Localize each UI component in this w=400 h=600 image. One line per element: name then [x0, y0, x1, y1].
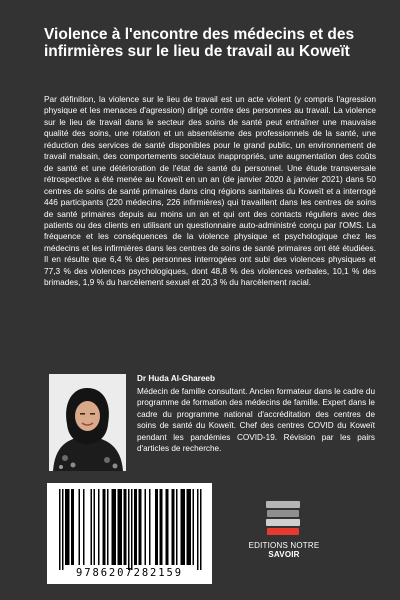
- barcode-bar: [172, 489, 174, 565]
- barcode-bar: [121, 489, 123, 565]
- barcode-bar: [160, 489, 162, 565]
- barcode-bar: [182, 489, 184, 565]
- barcode-bar: [167, 489, 169, 565]
- barcode-bar: [91, 489, 93, 565]
- barcode-bar: [128, 489, 130, 570]
- barcode-bar: [59, 489, 61, 570]
- barcode-bar: [131, 489, 133, 570]
- barcode-bar: [115, 489, 117, 565]
- barcode-bar: [136, 489, 138, 565]
- barcode-bar: [140, 489, 142, 565]
- barcode-bar: [166, 489, 168, 565]
- barcode-bar: [71, 489, 73, 565]
- barcode-bar: [79, 489, 81, 565]
- publisher-name: [232, 541, 336, 559]
- book-summary: Par définition, la violence sur le lieu de travail est un acte violent (y compris l'agression physique et les menaces d'agression) dirigé contre des personnes au travail. La violence sur le lieu de travail dans le secteur des soins de santé peut entraîner une mauvaise qualité des soins, une rotation et un absentéisme des professionnels de la santé, une réduction des services de santé disponibles pour le grand public, un environnement de travail malsain, des comportements sociétaux inappropriés, une augmentation des coûts de santé et une détérioration de l'état de santé du personnel. Une étude transversale rétrospective a été menée au Koweït en un an (de janvier 2020 à janvier 2021) dans 50 centres de soins de santé primaires dans cinq régions sanitaires du Koweït et a interrogé 446 participants (220 médecins, 226 infirmières) qui travaillent dans les centres de soins de santé primaires depuis au moins un an et qui ont des contacts réguliers avec des patients ou des clients en utilisant un questionnaire auto-administré conçu par l'OMS. La fréquence et les conséquences de la violence physique et psychologique chez les médecins et les infirmières dans les centres de soins de santé primaires ont été étudiées. Il en résulte que 6,4 % des personnes interrogées ont subi des violences physiques et 77,3 % des violences psychologiques, dont 48,8 % des violences verbales, 10,1 % des brimades, 1,9 % du harcèlement sexuel et 20,3 % du harcèlement racial.: [44, 94, 376, 288]
- isbn-number: 9786207282159: [76, 567, 183, 579]
- barcode-bar: [184, 489, 186, 565]
- barcode-bar: [197, 489, 199, 570]
- barcode-bar: [200, 489, 202, 570]
- barcode-bar: [113, 489, 115, 565]
- barcode-bar: [125, 489, 127, 565]
- isbn-barcode: [47, 483, 212, 584]
- barcode-bar: [98, 489, 100, 565]
- barcode-bar: [94, 489, 96, 565]
- barcode-bar: [187, 489, 189, 565]
- barcode-bar: [124, 489, 126, 565]
- barcode-bar: [119, 489, 121, 565]
- barcode-bar: [62, 489, 64, 570]
- barcode-bar: [134, 489, 136, 565]
- barcode-bar: [112, 489, 114, 565]
- barcode-bar: [181, 489, 183, 565]
- barcode-bar: [67, 489, 69, 565]
- author-block: [137, 373, 375, 454]
- barcode-bar: [68, 489, 70, 565]
- barcode-bar: [73, 489, 75, 565]
- barcode-bar: [107, 489, 109, 565]
- author-portrait-image: [49, 374, 126, 471]
- barcode-bar: [103, 489, 105, 565]
- barcode-bar: [193, 489, 195, 565]
- barcode-bar: [145, 489, 147, 565]
- publisher-name-part2: SAVOIR: [268, 550, 300, 559]
- barcode-bar: [173, 489, 175, 565]
- barcode-bar: [65, 489, 67, 565]
- author-photo: [49, 374, 126, 471]
- barcode-bar: [139, 489, 141, 565]
- barcode-bar: [176, 489, 178, 565]
- barcode-bar: [157, 489, 159, 565]
- barcode-bar: [149, 489, 151, 565]
- barcode-bar: [155, 489, 157, 565]
- barcode-bar: [161, 489, 163, 565]
- publisher-name-part1: EDITIONS NOTRE: [248, 541, 320, 550]
- author-bio: Médecin de famille consultant. Ancien formateur dans le cadre du programme de formation des médecins de famille. Expert dans le cadre du programme national d'accréditation des centres de soins de santé du Koweït. Chef des centres COVID du Koweït pendant les pandémies COVID-19. Révision par les pairs d'articles de recherche.: [137, 387, 375, 454]
- book-stack-icon: [264, 500, 302, 536]
- barcode-bar: [83, 489, 85, 565]
- book-title: Violence à l'encontre des médecins et des infirmières sur le lieu de travail au Koweït: [44, 26, 355, 60]
- barcode-bar: [188, 489, 190, 565]
- barcode-bar: [190, 489, 192, 565]
- barcode-bar: [118, 489, 120, 565]
- author-name: Dr Huda Al-Ghareeb: [137, 374, 215, 383]
- barcode-bar: [104, 489, 106, 565]
